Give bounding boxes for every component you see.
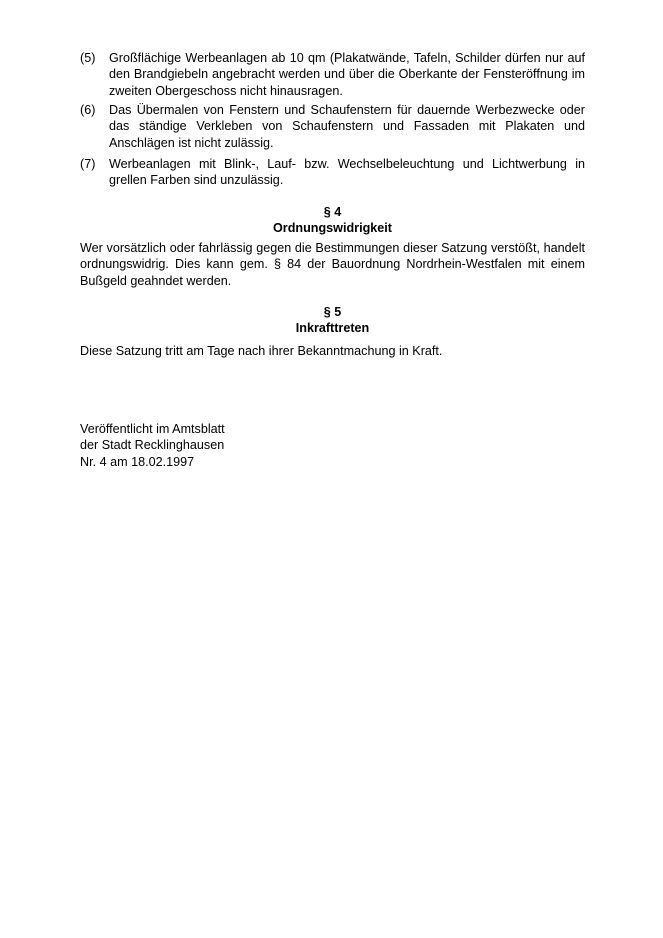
publication-line: Nr. 4 am 18.02.1997 — [80, 454, 195, 469]
list-item — [80, 50, 585, 99]
list-item — [80, 102, 585, 151]
section-number: § 4 — [323, 205, 342, 219]
section-4-paragraph: Wer vorsätzlich oder fahrlässig gegen die Bestimmungen dieser Satzung verstößt, handelt ordnungswidrig. Dies kann gem. § 84 der Bauordnung Nordrhein-Westfalen mit einem Bußgeld geahndet werden. — [80, 241, 585, 288]
item-text: Werbeanlagen mit Blink-, Lauf- bzw. Wechselbeleuchtung und Lichtwerbung in grellen Farben sind unzulässig. — [109, 157, 585, 188]
publication-line: Veröffentlicht im Amtsblatt — [80, 422, 225, 436]
publication-note — [80, 421, 380, 470]
item-text: Das Übermalen von Fenstern und Schaufenstern für dauernde Werbezwecke oder das ständige Verkleben von Schaufenstern und Fassaden mit Plakaten und Anschlägen ist nicht zulässig. — [109, 103, 585, 150]
publication-line: der Stadt Recklinghausen — [80, 438, 225, 453]
item-number: (5) — [80, 51, 96, 65]
list-item — [80, 156, 585, 189]
section-number: § 5 — [323, 305, 342, 319]
item-number: (7) — [80, 157, 96, 171]
section-title: Inkrafttreten — [295, 321, 370, 336]
section-5-heading — [80, 304, 585, 337]
section-4-heading — [80, 204, 585, 237]
item-text: Großflächige Werbeanlagen ab 10 qm (Plakatwände, Tafeln, Schilder dürfen nur auf den Brandgiebeln angebracht werden und über die Oberkante der Fensteröffnung im zweiten Obergeschoss nicht hinausragen. — [109, 51, 585, 98]
item-number: (6) — [80, 103, 96, 117]
section-5-paragraph: Diese Satzung tritt am Tage nach ihrer Bekanntmachung in Kraft. — [80, 344, 443, 358]
section-title: Ordnungswidrigkeit — [273, 221, 392, 236]
